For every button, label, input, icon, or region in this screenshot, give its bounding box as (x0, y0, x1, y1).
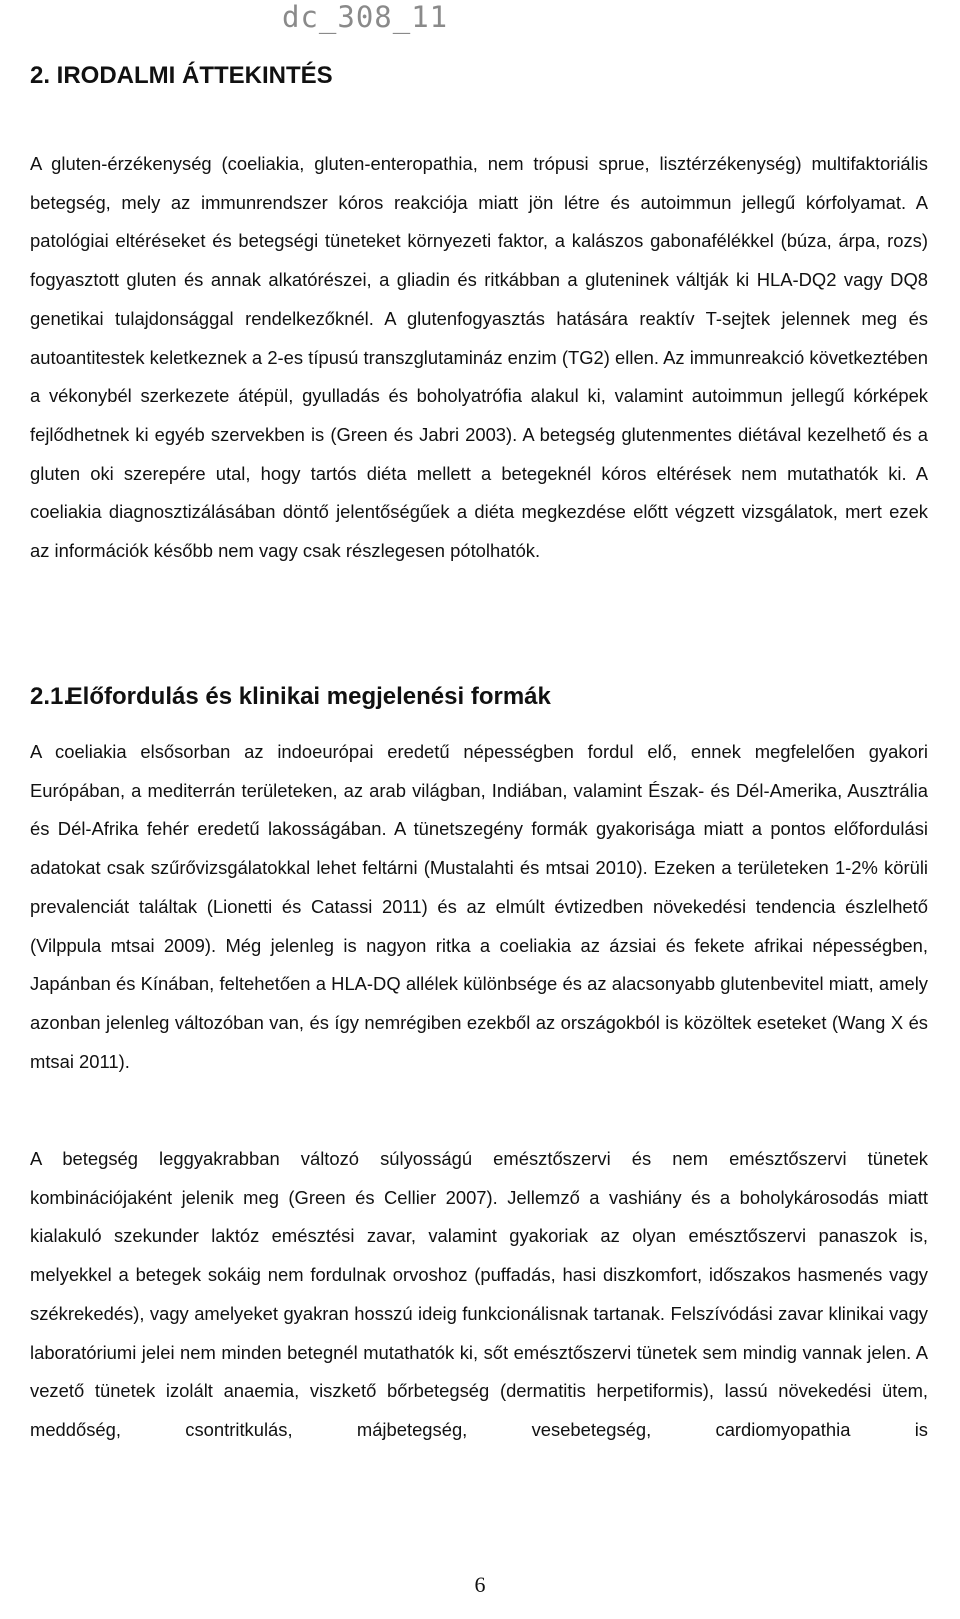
document-code-header: dc_308_11 (282, 0, 449, 34)
subsection-heading (30, 683, 551, 711)
symptoms-paragraph: A betegség leggyakrabban változó súlyosságú emésztőszervi és nem emésztőszervi tünetek kombinációjaként jelenik meg (Green és Cellier 2007). Jellemző a vashiány és a boholykárosodás miatt kialakuló szekunder laktóz emésztési zavar, valamint gyakoriak az olyan emésztőszervi panaszok is, melyekkel a betegek sokáig nem fordulnak orvoshoz (puffadás, hasi diszkomfort, időszakos hasmenés vagy székrekedés), vagy amelyeket gyakran hosszú ideig funkcionálisnak tartanak. Felszívódási zavar klinikai vagy laboratóriumi jelei nem minden betegnél mutathatók ki, sőt emésztőszervi tünetek sem mindig vannak jelen. A vezető tünetek izolált anaemia, viszkető bőrbetegség (dermatitis herpetiformis), lassú növekedési ütem, meddőség, csontritkulás, májbetegség, vesebetegség, cardiomyopathia is (30, 1148, 928, 1440)
section-heading: 2. IRODALMI ÁTTEKINTÉS (30, 62, 333, 89)
subsection-number: 2.1. (30, 683, 71, 710)
occurrence-paragraph: A coeliakia elsősorban az indoeurópai eredetű népességben fordul elő, ennek megfelelően gyakori Európában, a mediterrán területeken, az arab világban, Indiában, valamint Észak- és Dél-Amerika, Ausztrália és Dél-Afrika fehér eredetű lakosságában. A tünetszegény formák gyakorisága miatt a pontos előfordulási adatokat csak szűrővizsgálatokkal lehet feltárni (Mustalahti és mtsai 2010). Ezeken a területeken 1-2% körüli prevalenciát találtak (Lionetti és Catassi 2011) és az elmúlt évtizedben növekedési tendencia észlelhető (Vilppula mtsai 2009). Még jelenleg is nagyon ritka a coeliakia az ázsiai és fekete afrikai népességben, Japánban és Kínában, feltehetően a HLA-DQ allélek különbsége és az alacsonyabb glutenbevitel miatt, amely azonban jelenleg változóban van, és így nemrégiben ezekből az országokból is közöltek eseteket (Wang X és mtsai 2011). (30, 741, 928, 1072)
section-intro-paragraph: A gluten-érzékenység (coeliakia, gluten-enteropathia, nem trópusi sprue, lisztérzékenység) multifaktoriális betegség, mely az immunrendszer kóros reakciója miatt jön létre és autoimmun jellegű kórfolyamat. A patológiai eltéréseket és betegségi tüneteket környezeti faktor, a kalászos gabonafélékkel (búza, árpa, rozs) fogyasztott gluten és annak alkatórészei, a gliadin és ritkábban a gluteninek váltják ki HLA-DQ2 vagy DQ8 genetikai tulajdonsággal rendelkezőknél. A glutenfogyasztás hatására reaktív T-sejtek jelennek meg és autoantitestek keletkeznek a 2-es típusú transzglutamináz enzim (TG2) ellen. Az immunreakció következtében a vékonybél szerkezete átépül, gyulladás és boholyatrófia alakul ki, valamint autoimmun jellegű kórképek fejlődhetnek ki egyéb szervekben is (Green és Jabri 2003). A betegség glutenmentes diétával kezelhető és a gluten oki szerepére utal, hogy tartós diéta mellett a betegeknél kóros eltérések nem mutathatók ki. A coeliakia diagnosztizálásában döntő jelentőségűek a diéta megkezdése előtt végzett vizsgálatok, mert ezek az információk később nem vagy csak részlegesen pótolhatók. (30, 153, 928, 562)
page-number: 6 (474, 1572, 486, 1597)
subsection-title: Előfordulás és klinikai megjelenési formák (66, 683, 551, 710)
